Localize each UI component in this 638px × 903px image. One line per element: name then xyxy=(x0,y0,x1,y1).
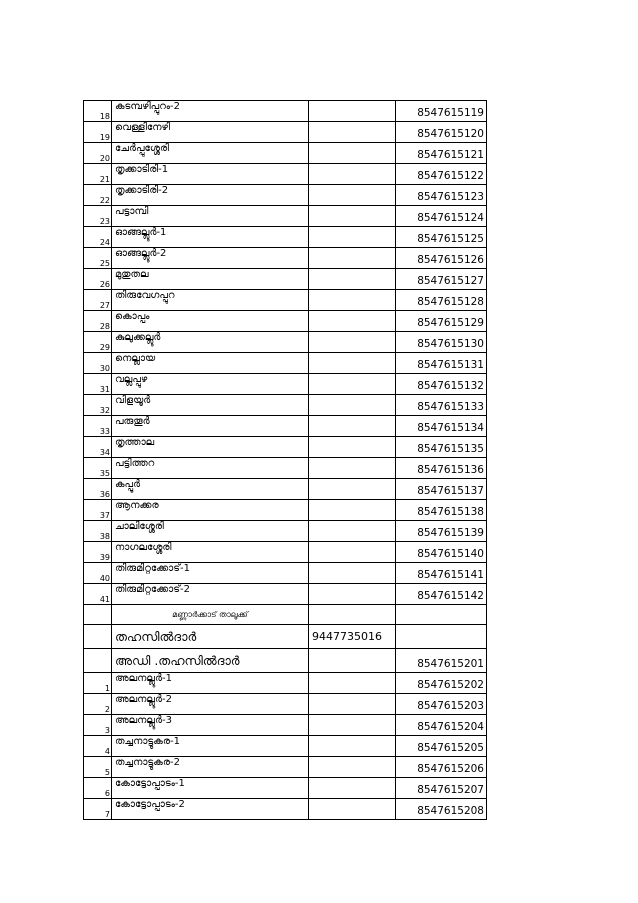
office-phone xyxy=(309,248,396,269)
mobile-number: 8547615122 xyxy=(396,164,487,185)
addl-tahsildar-mobile: 8547615201 xyxy=(396,649,487,673)
mobile-number: 8547615120 xyxy=(396,122,487,143)
office-phone xyxy=(309,715,396,736)
village-name: കൊപ്പം xyxy=(112,311,309,332)
row-number: 4 xyxy=(84,736,112,757)
table-row xyxy=(84,458,487,479)
village-name: തച്ചനാട്ടുകര-2 xyxy=(112,757,309,778)
table-row xyxy=(84,248,487,269)
table-row xyxy=(84,290,487,311)
office-phone xyxy=(309,757,396,778)
village-name: വെള്ളിനേഴി xyxy=(112,122,309,143)
mobile-number: 8547615124 xyxy=(396,206,487,227)
row-number: 24 xyxy=(84,227,112,248)
office-phone xyxy=(309,122,396,143)
mobile-number: 8547615133 xyxy=(396,395,487,416)
mobile-number: 8547615141 xyxy=(396,563,487,584)
office-phone xyxy=(309,395,396,416)
table-row xyxy=(84,584,487,605)
row-number: 39 xyxy=(84,542,112,563)
row-number: 7 xyxy=(84,799,112,820)
village-name: പട്ടിത്തറ xyxy=(112,458,309,479)
row-number: 18 xyxy=(84,101,112,122)
table-row xyxy=(84,101,487,122)
tahsildar-mobile xyxy=(396,625,487,649)
office-phone xyxy=(309,332,396,353)
tahsildar-label: തഹസില്‍ദാര്‍ xyxy=(112,625,309,649)
mobile-number: 8547615205 xyxy=(396,736,487,757)
mobile-number: 8547615128 xyxy=(396,290,487,311)
village-name: അലനല്ലൂര്‍-3 xyxy=(112,715,309,736)
village-name: തിരുമിറ്റക്കോട്-2 xyxy=(112,584,309,605)
row-number: 19 xyxy=(84,122,112,143)
table-row xyxy=(84,311,487,332)
table-row xyxy=(84,715,487,736)
office-phone xyxy=(309,374,396,395)
table-row xyxy=(84,164,487,185)
village-name: തൃത്താല xyxy=(112,437,309,458)
mobile-number: 8547615126 xyxy=(396,248,487,269)
row-number: 2 xyxy=(84,694,112,715)
blank-cell xyxy=(84,625,112,649)
mobile-number: 8547615203 xyxy=(396,694,487,715)
table-row xyxy=(84,206,487,227)
office-phone xyxy=(309,458,396,479)
office-phone xyxy=(309,269,396,290)
office-phone xyxy=(309,736,396,757)
office-phone xyxy=(309,290,396,311)
office-phone xyxy=(309,479,396,500)
row-number: 5 xyxy=(84,757,112,778)
mobile-number: 8547615142 xyxy=(396,584,487,605)
mobile-number: 8547615134 xyxy=(396,416,487,437)
table-row xyxy=(84,122,487,143)
row-number: 25 xyxy=(84,248,112,269)
row-number: 33 xyxy=(84,416,112,437)
mobile-number: 8547615207 xyxy=(396,778,487,799)
village-name: കപ്പൂര്‍ xyxy=(112,479,309,500)
tahsildar-row xyxy=(84,625,487,649)
office-phone xyxy=(309,353,396,374)
table-row xyxy=(84,542,487,563)
row-number: 32 xyxy=(84,395,112,416)
village-name: ചാലിശ്ശേരി xyxy=(112,521,309,542)
village-name: നെല്ലായ xyxy=(112,353,309,374)
row-number: 34 xyxy=(84,437,112,458)
mobile-number: 8547615129 xyxy=(396,311,487,332)
table-row xyxy=(84,694,487,715)
row-number: 20 xyxy=(84,143,112,164)
table-row xyxy=(84,673,487,694)
table-row xyxy=(84,778,487,799)
village-name: അലനല്ലൂര്‍-1 xyxy=(112,673,309,694)
village-name: പട്ടാമ്പി xyxy=(112,206,309,227)
village-name: നാഗലശ്ശേരി xyxy=(112,542,309,563)
table-row xyxy=(84,479,487,500)
mobile-number: 8547615202 xyxy=(396,673,487,694)
row-number: 30 xyxy=(84,353,112,374)
office-phone xyxy=(309,311,396,332)
table-row xyxy=(84,563,487,584)
row-number: 22 xyxy=(84,185,112,206)
village-name: ഓങ്ങല്ലൂര്‍-1 xyxy=(112,227,309,248)
table-row xyxy=(84,269,487,290)
village-name: അലനല്ലൂര്‍-2 xyxy=(112,694,309,715)
mobile-number: 8547615138 xyxy=(396,500,487,521)
village-name: തിരുവേഗപ്പുറ xyxy=(112,290,309,311)
blank-cell xyxy=(84,605,112,625)
row-number: 3 xyxy=(84,715,112,736)
village-name: തൃക്കാടിരി-1 xyxy=(112,164,309,185)
row-number: 23 xyxy=(84,206,112,227)
contact-table xyxy=(83,100,487,820)
table-row xyxy=(84,736,487,757)
addl-tahsildar-label: അഡി .തഹസില്‍ദാര്‍ xyxy=(112,649,309,673)
village-name: കടമ്പഴിപ്പുറം-2 xyxy=(112,101,309,122)
office-phone xyxy=(309,673,396,694)
mobile-number: 8547615121 xyxy=(396,143,487,164)
village-rows-bottom xyxy=(84,673,487,820)
row-number: 26 xyxy=(84,269,112,290)
village-name: പരുതൂര്‍ xyxy=(112,416,309,437)
table-row xyxy=(84,757,487,778)
table-row xyxy=(84,185,487,206)
mobile-number: 8547615119 xyxy=(396,101,487,122)
office-phone xyxy=(309,500,396,521)
mobile-number: 8547615123 xyxy=(396,185,487,206)
village-name: കോട്ടോപ്പാടം-1 xyxy=(112,778,309,799)
office-phone xyxy=(309,778,396,799)
table-row xyxy=(84,437,487,458)
mobile-number: 8547615206 xyxy=(396,757,487,778)
office-phone xyxy=(309,227,396,248)
village-name: കോട്ടോപ്പാടം-2 xyxy=(112,799,309,820)
row-number: 29 xyxy=(84,332,112,353)
row-number: 27 xyxy=(84,290,112,311)
office-phone xyxy=(309,694,396,715)
table-row xyxy=(84,395,487,416)
office-phone xyxy=(309,521,396,542)
mobile-number: 8547615132 xyxy=(396,374,487,395)
table-row xyxy=(84,227,487,248)
row-number: 41 xyxy=(84,584,112,605)
village-name: വല്ലപ്പുഴ xyxy=(112,374,309,395)
mobile-number: 8547615130 xyxy=(396,332,487,353)
row-number: 21 xyxy=(84,164,112,185)
table-row xyxy=(84,374,487,395)
table-row xyxy=(84,500,487,521)
taluk-title: മണ്ണാര്‍ക്കാട് താലൂക്ക് xyxy=(112,605,309,625)
office-phone xyxy=(309,185,396,206)
blank-cell xyxy=(309,605,396,625)
office-phone xyxy=(309,416,396,437)
row-number: 6 xyxy=(84,778,112,799)
mobile-number: 8547615140 xyxy=(396,542,487,563)
taluk-header-row xyxy=(84,605,487,625)
addl-tahsildar-office-phone xyxy=(309,649,396,673)
village-name: വിളയൂര്‍ xyxy=(112,395,309,416)
mobile-number: 8547615136 xyxy=(396,458,487,479)
village-name: ആനക്കര xyxy=(112,500,309,521)
row-number: 35 xyxy=(84,458,112,479)
row-number: 40 xyxy=(84,563,112,584)
table-row xyxy=(84,416,487,437)
office-phone xyxy=(309,206,396,227)
village-name: തച്ചനാട്ടുകര-1 xyxy=(112,736,309,757)
office-phone xyxy=(309,563,396,584)
village-rows-top xyxy=(84,101,487,605)
table-row xyxy=(84,799,487,820)
row-number: 1 xyxy=(84,673,112,694)
mobile-number: 8547615139 xyxy=(396,521,487,542)
table-row xyxy=(84,143,487,164)
mobile-number: 8547615137 xyxy=(396,479,487,500)
mobile-number: 8547615208 xyxy=(396,799,487,820)
village-name: തിരുമിറ്റക്കോട്-1 xyxy=(112,563,309,584)
office-phone xyxy=(309,101,396,122)
office-phone xyxy=(309,542,396,563)
addl-tahsildar-row xyxy=(84,649,487,673)
row-number: 37 xyxy=(84,500,112,521)
office-phone xyxy=(309,437,396,458)
office-phone xyxy=(309,584,396,605)
table-row xyxy=(84,353,487,374)
village-name: ചേര്‍പ്പുശ്ശേരി xyxy=(112,143,309,164)
taluk-section xyxy=(84,605,487,673)
village-name: ഓങ്ങല്ലൂര്‍-2 xyxy=(112,248,309,269)
mobile-number: 8547615135 xyxy=(396,437,487,458)
row-number: 28 xyxy=(84,311,112,332)
row-number: 38 xyxy=(84,521,112,542)
village-name: തൃക്കാടിരി-2 xyxy=(112,185,309,206)
table-row xyxy=(84,332,487,353)
table-row xyxy=(84,521,487,542)
blank-cell xyxy=(84,649,112,673)
village-name: മുതുതല xyxy=(112,269,309,290)
office-phone xyxy=(309,799,396,820)
mobile-number: 8547615125 xyxy=(396,227,487,248)
village-name: കുലുക്കല്ലൂര്‍ xyxy=(112,332,309,353)
mobile-number: 8547615131 xyxy=(396,353,487,374)
mobile-number: 8547615127 xyxy=(396,269,487,290)
tahsildar-office-phone: 9447735016 xyxy=(309,625,396,649)
row-number: 31 xyxy=(84,374,112,395)
mobile-number: 8547615204 xyxy=(396,715,487,736)
row-number: 36 xyxy=(84,479,112,500)
office-phone xyxy=(309,164,396,185)
office-phone xyxy=(309,143,396,164)
blank-cell xyxy=(396,605,487,625)
